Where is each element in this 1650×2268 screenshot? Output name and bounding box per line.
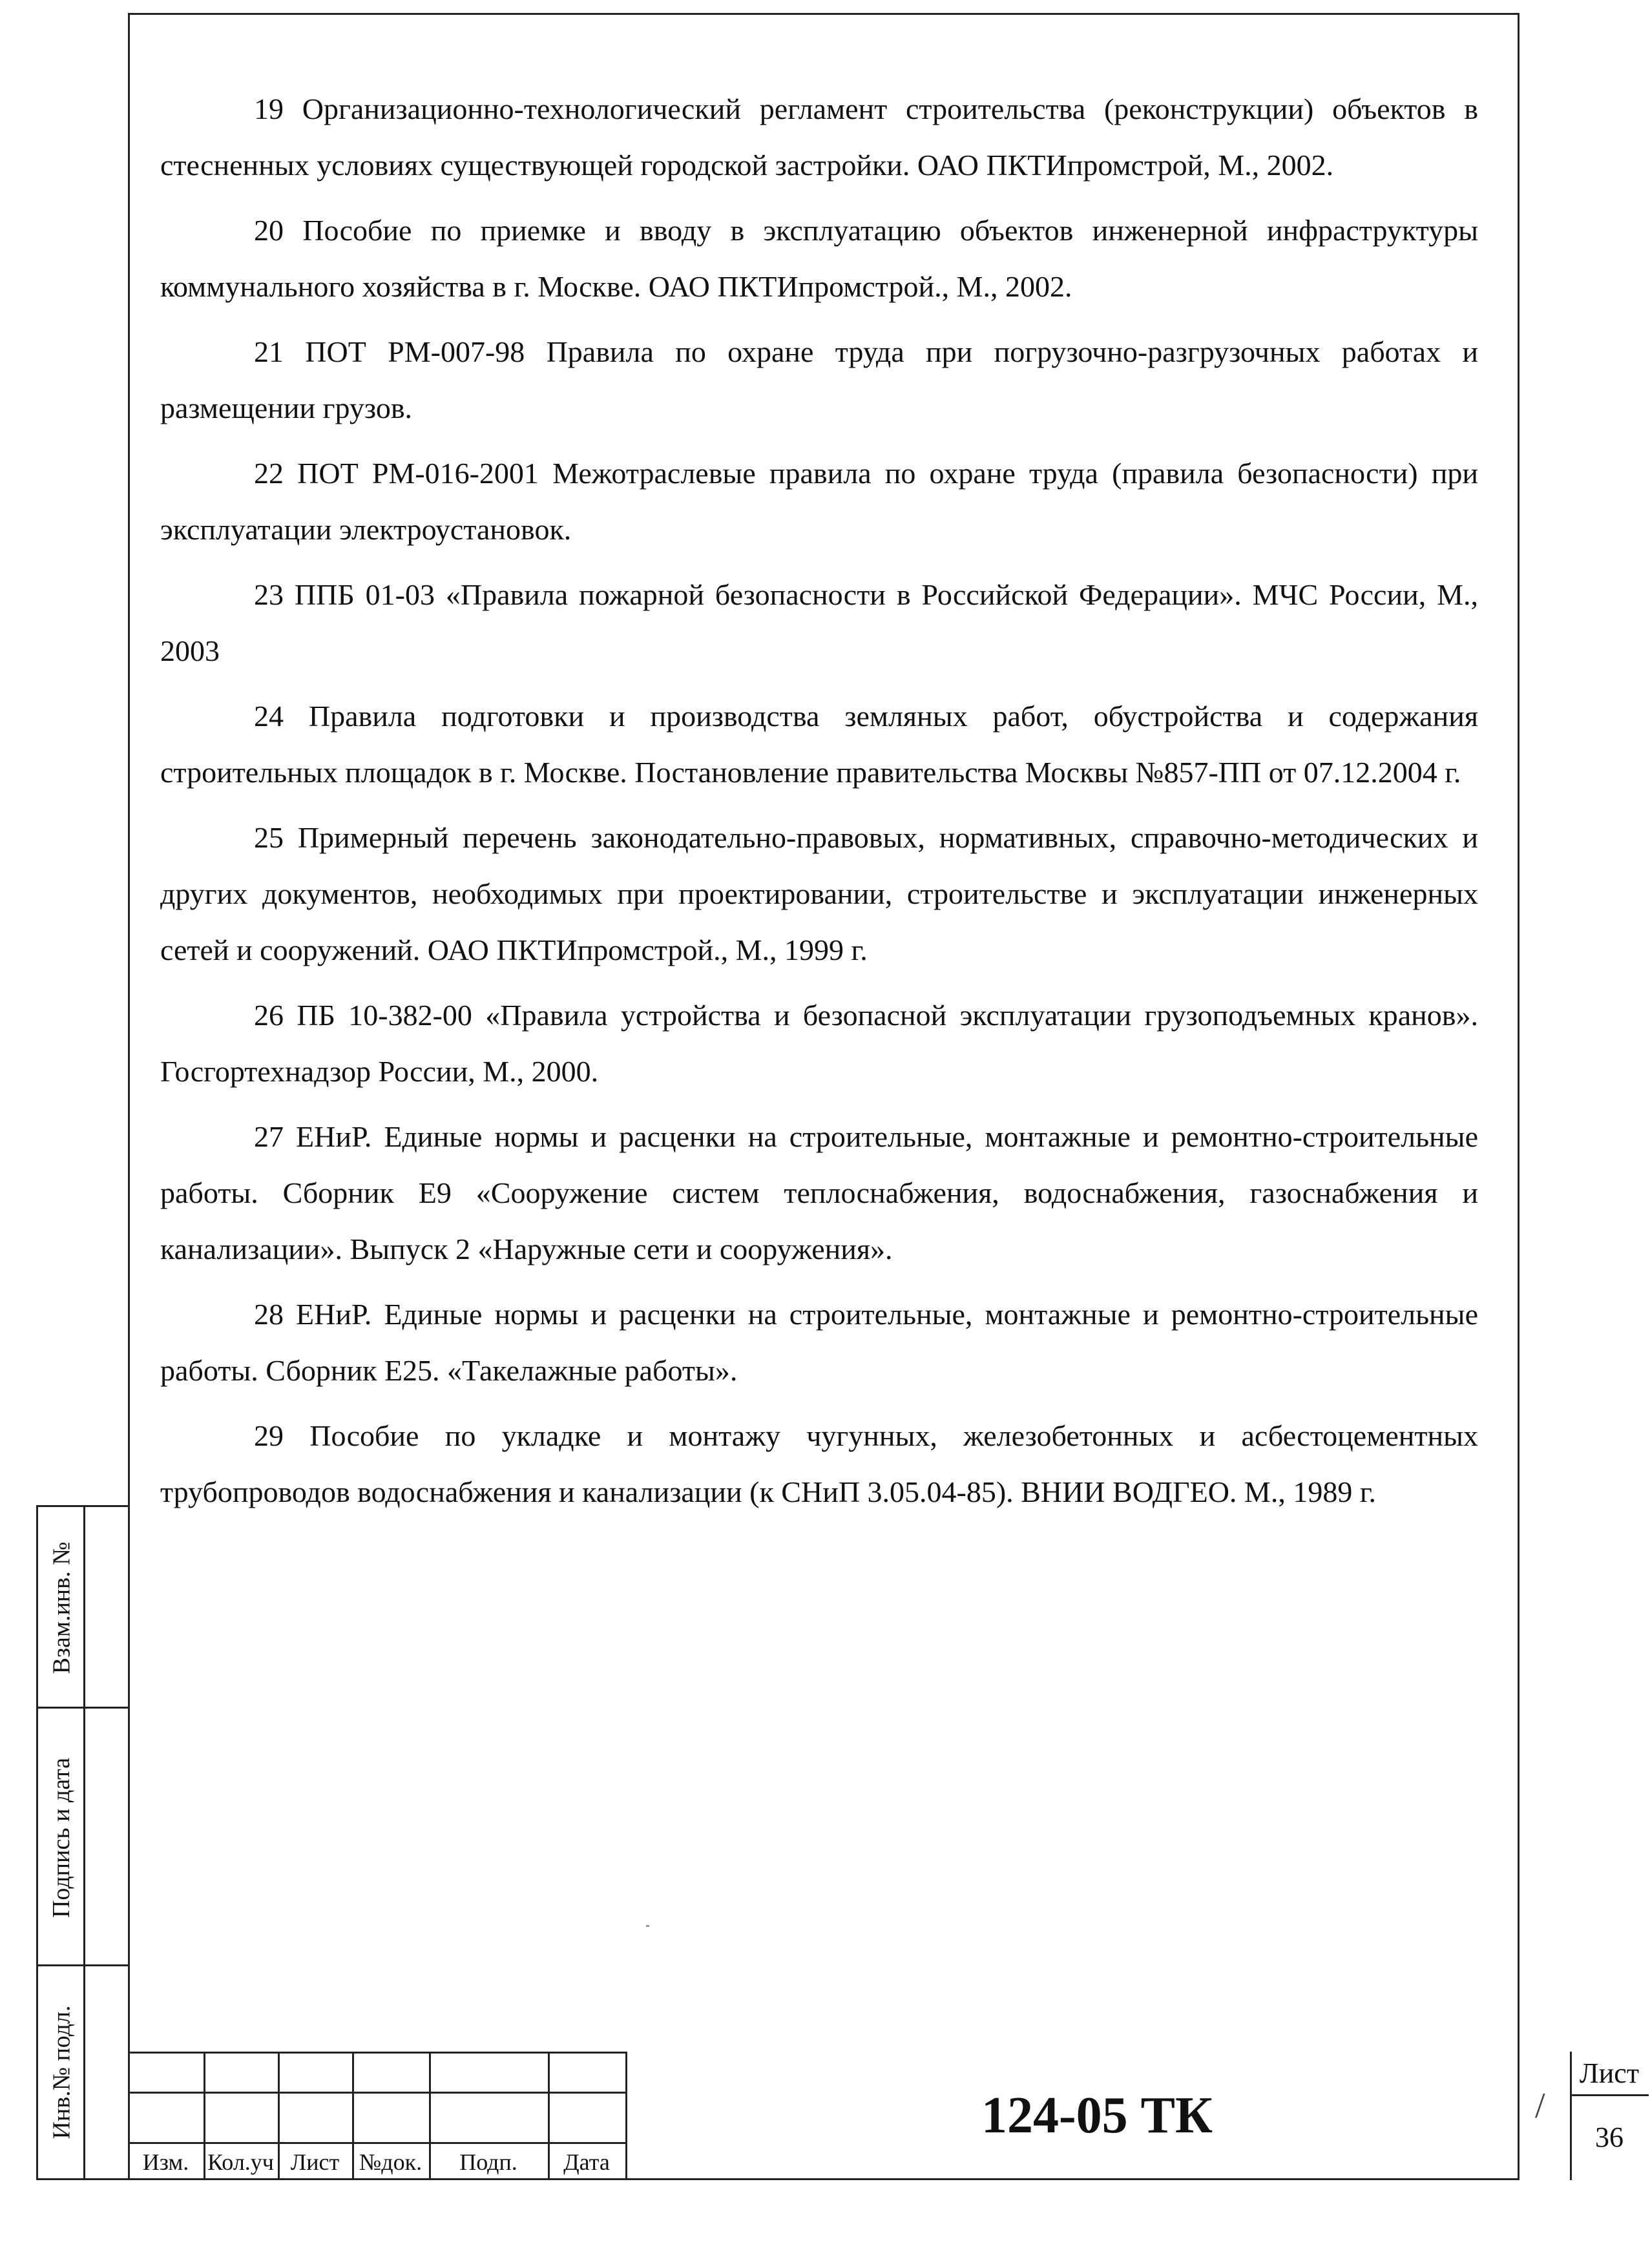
sheet-number: 36 xyxy=(1595,2121,1624,2153)
margin-mark: / xyxy=(1535,2086,1545,2126)
reference-item-25: 25 Примерный перечень законодательно-правовых, нормативных, справочно-методических и других документов, необходимых при проектировании, строительстве и эксплуатации инженерных сетей и сооружений. ОАО ПКТИпромстрой., М., 1999 г. xyxy=(160,821,1478,966)
sheet-label: Лист xyxy=(1579,2057,1640,2089)
tb-line xyxy=(128,2052,625,2054)
title-block xyxy=(128,2052,1640,2180)
side-label-original: Инв.№ подл. xyxy=(48,2005,76,2139)
reference-item-24: 24 Правила подготовки и производства земляных работ, обустройства и содержания строительных площадок в г. Москве. Постановление правительства Москвы №857-ПП от 07.12.2004 г. xyxy=(160,700,1478,789)
reference-item-19: 19 Организационно-технологический регламент строительства (реконструкции) объектов в стесненных условиях существующей городской застройки. ОАО ПКТИпромстрой, М., 2002. xyxy=(160,92,1478,182)
reference-item-21: 21 ПОТ РМ-007-98 Правила по охране труда при погрузочно-разгрузочных работах и размещении грузов. xyxy=(160,335,1478,424)
document-code: 124-05 ТК xyxy=(981,2087,1213,2144)
reference-item-23: 23 ППБ 01-03 «Правила пожарной безопасности в Российской Федерации». МЧС России, М., 2003 xyxy=(160,578,1478,667)
reference-item-22: 22 ПОТ РМ-016-2001 Межотраслевые правила по охране труда (правила безопасности) при эксплуатации электроустановок. xyxy=(160,457,1478,546)
tb-header-date: Дата xyxy=(563,2149,610,2175)
tb-header-sheet: Лист xyxy=(290,2149,340,2175)
reference-item-28: 28 ЕНиР. Единые нормы и расценки на строительные, монтажные и ремонтно-строительные работы. Сборник Е25. «Такелажные работы». xyxy=(160,1298,1478,1387)
reference-item-20: 20 Пособие по приемке и вводу в эксплуатацию объектов инженерной инфраструктуры коммунального хозяйства в г. Москве. ОАО ПКТИпромстрой., М., 2002. xyxy=(160,214,1478,303)
side-label-signature: Подпись и дата xyxy=(48,1757,76,1918)
reference-item-26: 26 ПБ 10-382-00 «Правила устройства и безопасной эксплуатации грузоподъемных кранов». Госгортехнадзор России, М., 2000. xyxy=(160,999,1478,1088)
side-label-replacement: Взам.инв. № xyxy=(48,1541,76,1674)
scan-speck xyxy=(646,1925,649,1927)
references-list xyxy=(160,81,1478,1529)
tb-header-signature: Подп. xyxy=(459,2149,517,2175)
reference-item-29: 29 Пособие по укладке и монтажу чугунных, железобетонных и асбестоцементных трубопроводов водоснабжения и канализации (к СНиП 3.05.04-85). ВНИИ ВОДГЕО. М., 1989 г. xyxy=(160,1419,1478,1508)
tb-header-change: Изм. xyxy=(142,2149,189,2175)
tb-line xyxy=(128,2092,625,2094)
reference-item-27: 27 ЕНиР. Единые нормы и расценки на строительные, монтажные и ремонтно-строительные работы. Сборник Е9 «Сооружение систем теплоснабжения, водоснабжения, газоснабжения и канализации». Выпуск 2 «Наружные сети и сооружения». xyxy=(160,1120,1478,1265)
side-stamp xyxy=(36,1505,130,2180)
tb-header-count: Кол.уч xyxy=(207,2149,274,2175)
tb-header-doc-no: №док. xyxy=(359,2149,423,2175)
